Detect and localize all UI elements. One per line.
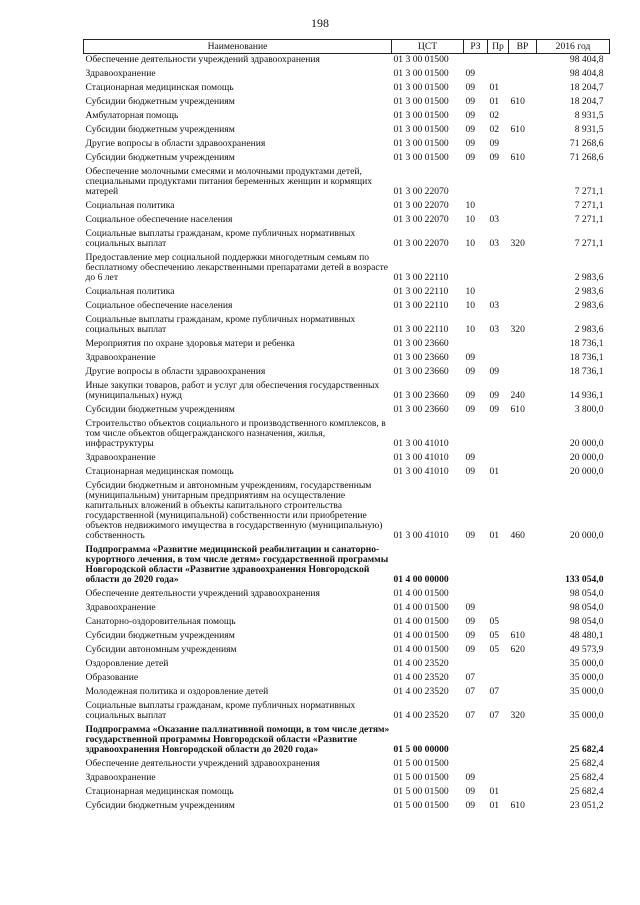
header-rz: РЗ xyxy=(464,40,488,54)
row-rz: 09 xyxy=(465,630,476,641)
table-row xyxy=(84,418,610,452)
row-pr: 09 xyxy=(489,404,500,415)
row-pr xyxy=(488,54,509,69)
row-rz: 09 xyxy=(465,800,476,811)
row-amount: 35 000,0 xyxy=(569,672,604,683)
row-amount: 2 983,6 xyxy=(574,300,604,311)
row-rz xyxy=(464,724,488,758)
table-row xyxy=(84,228,610,252)
table-row xyxy=(84,200,610,214)
row-pr xyxy=(488,452,509,466)
row-amount: 18 736,1 xyxy=(569,338,604,349)
row-amount: 98 404,8 xyxy=(569,68,604,79)
row-rz: 09 xyxy=(465,138,476,149)
row-cst: 01 4 00 23520 xyxy=(393,710,449,721)
table-row xyxy=(84,380,610,404)
row-name: Здравоохранение xyxy=(85,772,156,783)
row-amount: 7 271,1 xyxy=(574,200,604,211)
table-row xyxy=(84,602,610,616)
row-rz: 09 xyxy=(465,352,476,363)
row-rz xyxy=(464,338,488,352)
table-row xyxy=(84,616,610,630)
row-cst: 01 3 00 01500 xyxy=(393,152,449,163)
table-row xyxy=(84,800,610,814)
header-vr: ВР xyxy=(509,40,537,54)
table-row xyxy=(84,588,610,602)
row-amount: 98 054,0 xyxy=(569,588,604,599)
row-name: Подпрограмма «Оказание паллиативной помощи, в том числе детям» государственной программы Новгородской области «Развитие здравоохранения Новгородской области до 2020 года» xyxy=(85,724,390,755)
row-name: Санаторно-оздоровительная помощь xyxy=(85,616,236,627)
row-amount: 2 983,6 xyxy=(574,324,604,335)
row-amount: 71 268,6 xyxy=(569,138,604,149)
row-cst: 01 4 00 23520 xyxy=(393,658,449,669)
row-amount: 98 404,8 xyxy=(569,54,604,65)
row-vr: 610 xyxy=(510,96,525,107)
row-cst: 01 3 00 41010 xyxy=(393,452,449,463)
row-vr xyxy=(509,82,537,96)
row-rz: 09 xyxy=(465,96,476,107)
row-pr: 03 xyxy=(489,300,500,311)
row-amount: 18 736,1 xyxy=(569,366,604,377)
row-vr xyxy=(509,418,537,452)
row-vr xyxy=(509,338,537,352)
row-cst: 01 3 00 41010 xyxy=(393,438,449,449)
row-name: Субсидии автономным учреждениям xyxy=(85,644,237,655)
row-name: Стационарная медицинская помощь xyxy=(85,82,234,93)
row-rz xyxy=(464,544,488,588)
row-vr xyxy=(509,452,537,466)
row-vr xyxy=(509,672,537,686)
row-rz xyxy=(464,418,488,452)
row-vr xyxy=(509,286,537,300)
header-year: 2016 год xyxy=(537,40,610,54)
row-amount: 35 000,0 xyxy=(569,710,604,721)
row-name: Стационарная медицинская помощь xyxy=(85,786,234,797)
row-amount: 18 204,7 xyxy=(569,96,604,107)
row-name: Обеспечение деятельности учреждений здравоохранения xyxy=(85,588,320,599)
row-amount: 20 000,0 xyxy=(569,452,604,463)
row-name: Социальные выплаты гражданам, кроме публичных нормативных социальных выплат xyxy=(85,700,356,721)
row-cst: 01 4 00 23520 xyxy=(393,686,449,697)
row-amount: 25 682,4 xyxy=(569,772,604,783)
row-amount: 8 931,5 xyxy=(574,124,604,135)
row-vr: 610 xyxy=(510,630,525,641)
row-cst: 01 3 00 01500 xyxy=(393,138,449,149)
row-amount: 7 271,1 xyxy=(574,214,604,225)
table-row xyxy=(84,124,610,138)
row-name: Стационарная медицинская помощь xyxy=(85,466,234,477)
row-vr xyxy=(509,772,537,786)
row-rz xyxy=(464,658,488,672)
table-row xyxy=(84,214,610,228)
row-pr: 02 xyxy=(489,110,500,121)
table-row xyxy=(84,96,610,110)
row-vr: 620 xyxy=(510,644,525,655)
row-amount: 23 051,2 xyxy=(569,800,604,811)
row-amount: 48 480,1 xyxy=(569,630,604,641)
row-vr: 320 xyxy=(510,238,525,249)
row-name: Субсидии бюджетным учреждениям xyxy=(85,152,235,163)
row-rz: 09 xyxy=(465,152,476,163)
row-name: Подпрограмма «Развитие медицинской реабилитации и санаторно-курортного лечения, в том числе детям» государственной программы Новгородской области «Развитие здравоохранения Новгородской области до 2020 года» xyxy=(85,544,389,585)
row-name: Предоставление мер социальной поддержки многодетным семьям по бесплатному обеспечению лекарственными препаратами детей в возрасте до 6 лет xyxy=(85,252,389,283)
table-row xyxy=(84,700,610,724)
row-pr xyxy=(488,338,509,352)
table-row xyxy=(84,352,610,366)
row-name: Социальное обеспечение населения xyxy=(85,214,233,225)
row-vr xyxy=(509,786,537,800)
row-pr: 05 xyxy=(489,630,500,641)
row-pr: 01 xyxy=(489,82,500,93)
row-rz: 10 xyxy=(465,238,476,249)
row-rz xyxy=(464,166,488,200)
row-cst: 01 5 00 01500 xyxy=(393,772,449,783)
row-pr xyxy=(488,352,509,366)
row-cst: 01 3 00 22110 xyxy=(393,324,449,335)
row-name: Образование xyxy=(85,672,139,683)
row-rz: 07 xyxy=(465,686,476,697)
row-vr xyxy=(509,588,537,602)
row-pr: 05 xyxy=(489,616,500,627)
row-cst: 01 3 00 22070 xyxy=(393,238,449,249)
row-pr xyxy=(488,672,509,686)
table-row xyxy=(84,758,610,772)
row-name: Здравоохранение xyxy=(85,352,156,363)
row-amount: 35 000,0 xyxy=(569,658,604,669)
row-amount: 35 000,0 xyxy=(569,686,604,697)
row-rz: 09 xyxy=(465,404,476,415)
row-pr xyxy=(488,772,509,786)
row-pr: 03 xyxy=(489,324,500,335)
table-row xyxy=(84,54,610,69)
row-rz xyxy=(464,758,488,772)
table-row xyxy=(84,772,610,786)
header-pr: Пр xyxy=(488,40,509,54)
row-rz: 09 xyxy=(465,366,476,377)
row-amount: 18 204,7 xyxy=(569,82,604,93)
row-cst: 01 4 00 00000 xyxy=(393,574,449,585)
row-name: Социальные выплаты гражданам, кроме публичных нормативных социальных выплат xyxy=(85,314,356,335)
table-row xyxy=(84,68,610,82)
table-row xyxy=(84,658,610,672)
row-pr: 03 xyxy=(489,238,500,249)
row-vr xyxy=(509,68,537,82)
row-cst: 01 3 00 22110 xyxy=(393,300,449,311)
row-name: Здравоохранение xyxy=(85,452,156,463)
row-name: Субсидии бюджетным учреждениям xyxy=(85,630,235,641)
row-vr xyxy=(509,724,537,758)
row-rz: 07 xyxy=(465,672,476,683)
row-pr: 01 xyxy=(489,530,500,541)
table-row xyxy=(84,166,610,200)
row-rz: 10 xyxy=(465,324,476,335)
row-amount: 18 736,1 xyxy=(569,352,604,363)
row-cst: 01 3 00 01500 xyxy=(393,110,449,121)
row-name: Обеспечение деятельности учреждений здравоохранения xyxy=(85,758,320,769)
row-vr xyxy=(509,300,537,314)
row-amount: 2 983,6 xyxy=(574,286,604,297)
table-row xyxy=(84,404,610,418)
row-rz: 09 xyxy=(465,452,476,463)
table-row xyxy=(84,466,610,480)
page-number: 198 xyxy=(311,16,329,30)
table-row xyxy=(84,366,610,380)
table-body xyxy=(84,54,610,815)
row-name: Обеспечение деятельности учреждений здравоохранения xyxy=(85,54,320,65)
row-vr xyxy=(509,686,537,700)
row-vr: 240 xyxy=(510,390,525,401)
table-row xyxy=(84,480,610,544)
table-row xyxy=(84,452,610,466)
row-rz: 09 xyxy=(465,772,476,783)
row-pr: 01 xyxy=(489,786,500,797)
row-cst: 01 3 00 22070 xyxy=(393,200,449,211)
row-pr xyxy=(488,658,509,672)
row-vr: 610 xyxy=(510,404,525,415)
row-name: Здравоохранение xyxy=(85,602,156,613)
row-vr xyxy=(509,54,537,69)
row-vr xyxy=(509,758,537,772)
row-pr: 01 xyxy=(489,466,500,477)
row-amount: 7 271,1 xyxy=(574,186,604,197)
row-pr xyxy=(488,544,509,588)
row-rz: 09 xyxy=(465,82,476,93)
row-cst: 01 3 00 41010 xyxy=(393,530,449,541)
row-pr: 01 xyxy=(489,800,500,811)
row-cst: 01 3 00 23660 xyxy=(393,352,449,363)
row-cst: 01 3 00 01500 xyxy=(393,96,449,107)
row-vr xyxy=(509,200,537,214)
row-amount: 7 271,1 xyxy=(574,238,604,249)
row-vr xyxy=(509,466,537,480)
row-vr: 320 xyxy=(510,324,525,335)
table-row xyxy=(84,82,610,96)
row-cst: 01 3 00 23660 xyxy=(393,338,449,349)
row-amount: 20 000,0 xyxy=(569,438,604,449)
row-cst: 01 3 00 23660 xyxy=(393,390,449,401)
row-rz: 09 xyxy=(465,602,476,613)
table-header xyxy=(84,40,610,54)
row-vr xyxy=(509,352,537,366)
row-vr: 320 xyxy=(510,710,525,721)
header-name: Наименование xyxy=(84,40,392,54)
row-rz: 09 xyxy=(465,68,476,79)
row-pr: 03 xyxy=(489,214,500,225)
row-name: Социальное обеспечение населения xyxy=(85,300,233,311)
row-name: Другие вопросы в области здравоохранения xyxy=(85,366,266,377)
row-pr: 02 xyxy=(489,124,500,135)
row-vr xyxy=(509,252,537,286)
table-row xyxy=(84,644,610,658)
row-vr: 610 xyxy=(510,152,525,163)
row-rz xyxy=(464,252,488,286)
row-pr xyxy=(488,252,509,286)
row-amount: 98 054,0 xyxy=(569,616,604,627)
row-amount: 25 682,4 xyxy=(569,744,604,755)
row-name: Здравоохранение xyxy=(85,68,156,79)
row-cst: 01 3 00 22070 xyxy=(393,186,449,197)
row-cst: 01 5 00 01500 xyxy=(393,758,449,769)
row-rz: 09 xyxy=(465,786,476,797)
row-amount: 49 573,9 xyxy=(569,644,604,655)
row-cst: 01 4 00 01500 xyxy=(393,602,449,613)
row-vr xyxy=(509,214,537,228)
table-row xyxy=(84,252,610,286)
row-cst: 01 3 00 22110 xyxy=(393,272,449,283)
row-pr xyxy=(488,200,509,214)
table-row xyxy=(84,724,610,758)
row-pr xyxy=(488,166,509,200)
row-cst: 01 3 00 22110 xyxy=(393,286,449,297)
table-row xyxy=(84,544,610,588)
row-pr xyxy=(488,758,509,772)
table-row xyxy=(84,286,610,300)
row-rz: 09 xyxy=(465,616,476,627)
row-name: Строительство объектов социального и производственного комплексов, в том числе объектов общегражданского назначения, жилья, инфраструктуры xyxy=(85,418,386,449)
row-cst: 01 4 00 01500 xyxy=(393,588,449,599)
row-cst: 01 5 00 00000 xyxy=(393,744,449,755)
row-pr: 09 xyxy=(489,138,500,149)
row-pr xyxy=(488,588,509,602)
row-amount: 8 931,5 xyxy=(574,110,604,121)
row-cst: 01 3 00 01500 xyxy=(393,124,449,135)
table-row xyxy=(84,686,610,700)
row-cst: 01 4 00 01500 xyxy=(393,644,449,655)
row-rz xyxy=(464,54,488,69)
row-vr xyxy=(509,544,537,588)
row-cst: 01 3 00 41010 xyxy=(393,466,449,477)
row-cst: 01 5 00 01500 xyxy=(393,800,449,811)
row-rz: 09 xyxy=(465,390,476,401)
budget-table xyxy=(83,39,610,814)
row-name: Субсидии бюджетным учреждениям xyxy=(85,124,235,135)
row-amount: 133 054,0 xyxy=(565,574,604,585)
row-rz: 10 xyxy=(465,200,476,211)
row-name: Субсидии бюджетным учреждениям xyxy=(85,404,235,415)
row-cst: 01 4 00 23520 xyxy=(393,672,449,683)
row-pr: 09 xyxy=(489,366,500,377)
row-rz: 10 xyxy=(465,300,476,311)
table-row xyxy=(84,300,610,314)
row-vr xyxy=(509,602,537,616)
row-cst: 01 5 00 01500 xyxy=(393,786,449,797)
row-cst: 01 3 00 23660 xyxy=(393,366,449,377)
row-cst: 01 3 00 23660 xyxy=(393,404,449,415)
row-rz: 10 xyxy=(465,286,476,297)
row-name: Молодежная политика и оздоровление детей xyxy=(85,686,269,697)
row-name: Амбулаторная помощь xyxy=(85,110,179,121)
table-row xyxy=(84,138,610,152)
row-name: Социальные выплаты гражданам, кроме публичных нормативных социальных выплат xyxy=(85,228,356,249)
row-name: Оздоровление детей xyxy=(85,658,169,669)
row-name: Субсидии бюджетным учреждениям xyxy=(85,800,235,811)
row-rz: 09 xyxy=(465,644,476,655)
row-name: Социальная политика xyxy=(85,200,175,211)
table-row xyxy=(84,630,610,644)
row-vr xyxy=(509,138,537,152)
row-rz: 09 xyxy=(465,124,476,135)
row-amount: 14 936,1 xyxy=(569,390,604,401)
row-cst: 01 3 00 01500 xyxy=(393,54,449,65)
row-amount: 98 054,0 xyxy=(569,602,604,613)
row-cst: 01 3 00 01500 xyxy=(393,68,449,79)
header-cst: ЦСТ xyxy=(392,40,464,54)
row-pr xyxy=(488,724,509,758)
table-row xyxy=(84,152,610,166)
row-pr: 01 xyxy=(489,96,500,107)
row-vr xyxy=(509,366,537,380)
row-vr: 610 xyxy=(510,800,525,811)
row-pr xyxy=(488,418,509,452)
row-amount: 20 000,0 xyxy=(569,530,604,541)
row-pr xyxy=(488,286,509,300)
table-row xyxy=(84,672,610,686)
row-vr: 610 xyxy=(510,124,525,135)
row-amount: 20 000,0 xyxy=(569,466,604,477)
row-amount: 25 682,4 xyxy=(569,758,604,769)
row-pr xyxy=(488,602,509,616)
row-pr xyxy=(488,68,509,82)
row-amount: 3 800,0 xyxy=(574,404,604,415)
table-row xyxy=(84,786,610,800)
row-cst: 01 4 00 01500 xyxy=(393,630,449,641)
row-pr: 05 xyxy=(489,644,500,655)
row-cst: 01 4 00 01500 xyxy=(393,616,449,627)
row-rz: 09 xyxy=(465,466,476,477)
row-rz: 10 xyxy=(465,214,476,225)
row-rz xyxy=(464,588,488,602)
row-vr xyxy=(509,658,537,672)
row-amount: 2 983,6 xyxy=(574,272,604,283)
row-rz: 07 xyxy=(465,710,476,721)
table-row xyxy=(84,110,610,124)
table-row xyxy=(84,314,610,338)
row-rz: 09 xyxy=(465,110,476,121)
row-amount: 71 268,6 xyxy=(569,152,604,163)
row-vr xyxy=(509,110,537,124)
row-name: Мероприятия по охране здоровья матери и ребенка xyxy=(85,338,295,349)
row-amount: 25 682,4 xyxy=(569,786,604,797)
row-rz: 09 xyxy=(465,530,476,541)
row-vr: 460 xyxy=(510,530,525,541)
row-cst: 01 3 00 22070 xyxy=(393,214,449,225)
table-row xyxy=(84,338,610,352)
row-cst: 01 3 00 01500 xyxy=(393,82,449,93)
row-name: Иные закупки товаров, работ и услуг для обеспечения государственных (муниципальных) нужд xyxy=(85,380,380,401)
row-vr xyxy=(509,166,537,200)
row-name: Субсидии бюджетным и автономным учреждениям, государственным (муниципальным) унитарным предприятиям на осуществление капитальных вложений в объекты капитального строительства государственной (муниципальной) собственности или приобретение объектов недвижимого имущества в государственную (муниципальную) собственность xyxy=(85,480,383,541)
row-pr: 07 xyxy=(489,710,500,721)
row-name: Субсидии бюджетным учреждениям xyxy=(85,96,235,107)
row-pr: 09 xyxy=(489,152,500,163)
row-pr: 07 xyxy=(489,686,500,697)
row-name: Другие вопросы в области здравоохранения xyxy=(85,138,266,149)
row-name: Обеспечение молочными смесями и молочными продуктами детей, специальными продуктами питания беременных женщин и кормящих матерей xyxy=(85,166,373,197)
row-name: Социальная политика xyxy=(85,286,175,297)
row-pr: 09 xyxy=(489,390,500,401)
row-vr xyxy=(509,616,537,630)
